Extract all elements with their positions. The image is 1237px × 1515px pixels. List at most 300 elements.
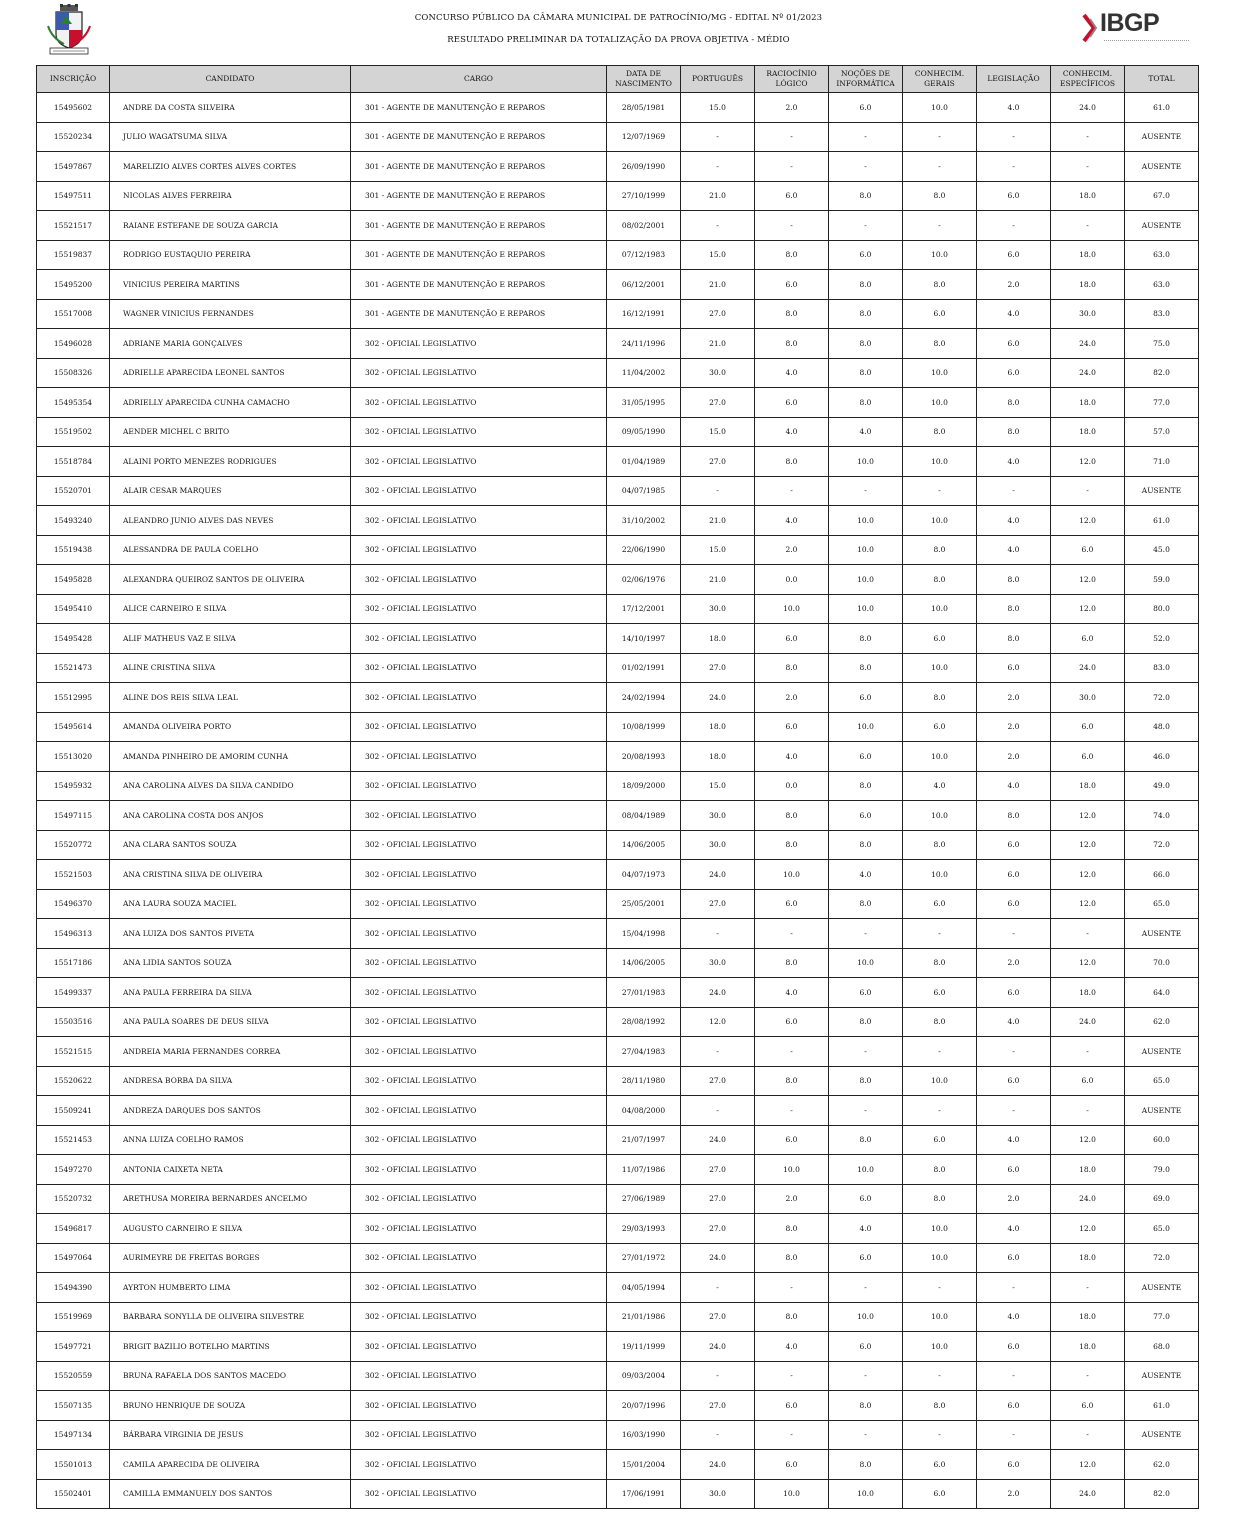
cell-raciocinio: 10.0 — [755, 860, 829, 890]
cell-gerais: 8.0 — [903, 270, 977, 300]
cell-inscricao: 15495932 — [37, 771, 110, 801]
cell-inscricao: 15518784 — [37, 447, 110, 477]
cell-inscricao: 15497511 — [37, 181, 110, 211]
cell-especificos: - — [1051, 1420, 1125, 1450]
cell-informatica: - — [829, 1361, 903, 1391]
cell-candidato: ADRIANE MARIA GONÇALVES — [110, 329, 351, 359]
table-row — [37, 1007, 1199, 1037]
cell-inscricao: 15496028 — [37, 329, 110, 359]
cell-gerais: 10.0 — [903, 594, 977, 624]
cell-cargo: 301 - AGENTE DE MANUTENÇÃO E REPAROS — [351, 152, 607, 182]
cell-inscricao: 15496370 — [37, 889, 110, 919]
cell-especificos: 12.0 — [1051, 1450, 1125, 1480]
cell-legislacao: 8.0 — [977, 594, 1051, 624]
cell-gerais: 10.0 — [903, 801, 977, 831]
cell-legislacao: 4.0 — [977, 93, 1051, 123]
cell-informatica: 8.0 — [829, 181, 903, 211]
cell-candidato: ANA CLARA SANTOS SOUZA — [110, 830, 351, 860]
cell-informatica: 10.0 — [829, 712, 903, 742]
cell-candidato: BARBARA SONYLLA DE OLIVEIRA SILVESTRE — [110, 1302, 351, 1332]
cell-total: AUSENTE — [1125, 919, 1199, 949]
cell-especificos: 30.0 — [1051, 683, 1125, 713]
cell-especificos: 18.0 — [1051, 270, 1125, 300]
cell-total: 67.0 — [1125, 181, 1199, 211]
cell-inscricao: 15509241 — [37, 1096, 110, 1126]
cell-inscricao: 15502401 — [37, 1479, 110, 1509]
cell-legislacao: 8.0 — [977, 624, 1051, 654]
cell-candidato: NICOLAS ALVES FERREIRA — [110, 181, 351, 211]
cell-especificos: 12.0 — [1051, 506, 1125, 536]
cell-informatica: 6.0 — [829, 240, 903, 270]
cell-total: 72.0 — [1125, 830, 1199, 860]
cell-raciocinio: 4.0 — [755, 417, 829, 447]
cell-cargo: 302 - OFICIAL LEGISLATIVO — [351, 742, 607, 772]
cell-especificos: 12.0 — [1051, 565, 1125, 595]
table-row — [37, 329, 1199, 359]
cell-candidato: AMANDA OLIVEIRA PORTO — [110, 712, 351, 742]
cell-inscricao: 15495200 — [37, 270, 110, 300]
cell-portugues: 24.0 — [681, 1243, 755, 1273]
cell-informatica: 6.0 — [829, 1332, 903, 1362]
cell-especificos: 24.0 — [1051, 329, 1125, 359]
cell-gerais: 10.0 — [903, 506, 977, 536]
cell-gerais: - — [903, 476, 977, 506]
cell-especificos: 24.0 — [1051, 1184, 1125, 1214]
cell-nascimento: 07/12/1983 — [607, 240, 681, 270]
cell-gerais: 8.0 — [903, 1391, 977, 1421]
cell-gerais: 10.0 — [903, 1243, 977, 1273]
cell-nascimento: 09/03/2004 — [607, 1361, 681, 1391]
cell-legislacao: 6.0 — [977, 889, 1051, 919]
cell-gerais: 10.0 — [903, 1066, 977, 1096]
cell-legislacao: 4.0 — [977, 1007, 1051, 1037]
cell-candidato: AMANDA PINHEIRO DE AMORIM CUNHA — [110, 742, 351, 772]
cell-nascimento: 24/11/1996 — [607, 329, 681, 359]
cell-total: 59.0 — [1125, 565, 1199, 595]
cell-informatica: 6.0 — [829, 1243, 903, 1273]
cell-candidato: ALINE DOS REIS SILVA LEAL — [110, 683, 351, 713]
document-title: CONCURSO PÚBLICO DA CÂMARA MUNICIPAL DE PATROCÍNIO/MG - EDITAL Nº 01/2023 — [414, 13, 823, 23]
cell-legislacao: - — [977, 1420, 1051, 1450]
cell-inscricao: 15517008 — [37, 299, 110, 329]
cell-legislacao: 8.0 — [977, 388, 1051, 418]
cell-portugues: - — [681, 919, 755, 949]
cell-gerais: - — [903, 152, 977, 182]
cell-cargo: 301 - AGENTE DE MANUTENÇÃO E REPAROS — [351, 93, 607, 123]
table-row — [37, 1125, 1199, 1155]
cell-inscricao: 15496313 — [37, 919, 110, 949]
cell-candidato: ALIF MATHEUS VAZ E SILVA — [110, 624, 351, 654]
cell-raciocinio: 6.0 — [755, 181, 829, 211]
results-table — [36, 65, 1199, 1509]
table-row — [37, 1391, 1199, 1421]
cell-candidato: ANDREIA MARIA FERNANDES CORREA — [110, 1037, 351, 1067]
cell-portugues: - — [681, 1096, 755, 1126]
cell-especificos: 12.0 — [1051, 1214, 1125, 1244]
table-row — [37, 476, 1199, 506]
cell-raciocinio: 0.0 — [755, 565, 829, 595]
cell-gerais: - — [903, 919, 977, 949]
cell-total: 49.0 — [1125, 771, 1199, 801]
table-row — [37, 240, 1199, 270]
cell-raciocinio: 6.0 — [755, 1450, 829, 1480]
ibgp-logo — [1078, 8, 1188, 48]
cell-legislacao: - — [977, 476, 1051, 506]
cell-cargo: 302 - OFICIAL LEGISLATIVO — [351, 1332, 607, 1362]
cell-candidato: AYRTON HUMBERTO LIMA — [110, 1273, 351, 1303]
cell-candidato: BRUNA RAFAELA DOS SANTOS MACEDO — [110, 1361, 351, 1391]
cell-informatica: 8.0 — [829, 830, 903, 860]
cell-nascimento: 06/12/2001 — [607, 270, 681, 300]
cell-raciocinio: 8.0 — [755, 653, 829, 683]
cell-total: 72.0 — [1125, 683, 1199, 713]
cell-legislacao: 6.0 — [977, 830, 1051, 860]
cell-cargo: 302 - OFICIAL LEGISLATIVO — [351, 771, 607, 801]
cell-raciocinio: 10.0 — [755, 1479, 829, 1509]
cell-gerais: 8.0 — [903, 1155, 977, 1185]
cell-cargo: 302 - OFICIAL LEGISLATIVO — [351, 388, 607, 418]
cell-nascimento: 14/10/1997 — [607, 624, 681, 654]
cell-informatica: 8.0 — [829, 299, 903, 329]
cell-raciocinio: 6.0 — [755, 712, 829, 742]
cell-raciocinio: 4.0 — [755, 1332, 829, 1362]
cell-total: AUSENTE — [1125, 1273, 1199, 1303]
cell-informatica: 10.0 — [829, 1479, 903, 1509]
cell-cargo: 302 - OFICIAL LEGISLATIVO — [351, 565, 607, 595]
cell-informatica: 8.0 — [829, 270, 903, 300]
cell-raciocinio: - — [755, 152, 829, 182]
cell-especificos: 24.0 — [1051, 1479, 1125, 1509]
table-row — [37, 1243, 1199, 1273]
cell-informatica: - — [829, 1037, 903, 1067]
cell-nascimento: 21/07/1997 — [607, 1125, 681, 1155]
cell-gerais: 6.0 — [903, 1450, 977, 1480]
cell-portugues: 24.0 — [681, 978, 755, 1008]
cell-gerais: 10.0 — [903, 388, 977, 418]
cell-legislacao: 6.0 — [977, 329, 1051, 359]
cell-legislacao: 8.0 — [977, 801, 1051, 831]
cell-gerais: 10.0 — [903, 1214, 977, 1244]
cell-cargo: 302 - OFICIAL LEGISLATIVO — [351, 594, 607, 624]
cell-candidato: CAMILA APARECIDA DE OLIVEIRA — [110, 1450, 351, 1480]
cell-candidato: CAMILLA EMMANUELY DOS SANTOS — [110, 1479, 351, 1509]
cell-total: 62.0 — [1125, 1450, 1199, 1480]
cell-portugues: 21.0 — [681, 270, 755, 300]
cell-cargo: 302 - OFICIAL LEGISLATIVO — [351, 329, 607, 359]
cell-cargo: 302 - OFICIAL LEGISLATIVO — [351, 535, 607, 565]
cell-informatica: 8.0 — [829, 889, 903, 919]
cell-inscricao: 15520559 — [37, 1361, 110, 1391]
cell-informatica: - — [829, 1420, 903, 1450]
cell-candidato: AUGUSTO CARNEIRO E SILVA — [110, 1214, 351, 1244]
cell-gerais: 4.0 — [903, 771, 977, 801]
column-header-nascimento: DATA DE NASCIMENTO — [607, 66, 681, 93]
cell-nascimento: 27/10/1999 — [607, 181, 681, 211]
cell-raciocinio: 8.0 — [755, 1243, 829, 1273]
cell-raciocinio: 6.0 — [755, 1391, 829, 1421]
cell-portugues: - — [681, 122, 755, 152]
cell-gerais: 6.0 — [903, 299, 977, 329]
cell-candidato: AENDER MICHEL C BRITO — [110, 417, 351, 447]
cell-especificos: 6.0 — [1051, 624, 1125, 654]
cell-portugues: - — [681, 1420, 755, 1450]
cell-especificos: 6.0 — [1051, 1066, 1125, 1096]
cell-informatica: 6.0 — [829, 1184, 903, 1214]
cell-informatica: 10.0 — [829, 447, 903, 477]
cell-candidato: ANA CRISTINA SILVA DE OLIVEIRA — [110, 860, 351, 890]
cell-especificos: - — [1051, 122, 1125, 152]
cell-total: 77.0 — [1125, 1302, 1199, 1332]
cell-inscricao: 15497721 — [37, 1332, 110, 1362]
cell-cargo: 302 - OFICIAL LEGISLATIVO — [351, 653, 607, 683]
cell-inscricao: 15507135 — [37, 1391, 110, 1421]
cell-inscricao: 15495614 — [37, 712, 110, 742]
ibgp-logo-text: IBGP — [1100, 9, 1160, 37]
cell-gerais: 10.0 — [903, 447, 977, 477]
cell-especificos: 24.0 — [1051, 93, 1125, 123]
cell-total: 61.0 — [1125, 506, 1199, 536]
cell-portugues: 18.0 — [681, 712, 755, 742]
logo-tagline — [1104, 40, 1189, 44]
cell-portugues: 15.0 — [681, 771, 755, 801]
cell-informatica: 6.0 — [829, 742, 903, 772]
cell-legislacao: 2.0 — [977, 948, 1051, 978]
cell-portugues: 27.0 — [681, 1302, 755, 1332]
cell-cargo: 302 - OFICIAL LEGISLATIVO — [351, 830, 607, 860]
cell-raciocinio: - — [755, 122, 829, 152]
cell-raciocinio: 8.0 — [755, 1302, 829, 1332]
cell-candidato: ANA PAULA FERREIRA DA SILVA — [110, 978, 351, 1008]
cell-legislacao: 4.0 — [977, 299, 1051, 329]
cell-especificos: 18.0 — [1051, 978, 1125, 1008]
cell-raciocinio: 4.0 — [755, 978, 829, 1008]
cell-candidato: BRIGIT BAZILIO BOTELHO MARTINS — [110, 1332, 351, 1362]
cell-total: 57.0 — [1125, 417, 1199, 447]
cell-informatica: 10.0 — [829, 535, 903, 565]
cell-inscricao: 15508326 — [37, 358, 110, 388]
cell-informatica: 8.0 — [829, 329, 903, 359]
cell-total: 70.0 — [1125, 948, 1199, 978]
cell-nascimento: 25/05/2001 — [607, 889, 681, 919]
cell-total: 74.0 — [1125, 801, 1199, 831]
cell-especificos: - — [1051, 1361, 1125, 1391]
cell-cargo: 302 - OFICIAL LEGISLATIVO — [351, 1361, 607, 1391]
cell-cargo: 302 - OFICIAL LEGISLATIVO — [351, 683, 607, 713]
cell-gerais: - — [903, 1361, 977, 1391]
cell-especificos: 18.0 — [1051, 771, 1125, 801]
cell-total: AUSENTE — [1125, 1361, 1199, 1391]
cell-nascimento: 28/11/1980 — [607, 1066, 681, 1096]
cell-nascimento: 10/08/1999 — [607, 712, 681, 742]
table-row — [37, 1184, 1199, 1214]
cell-candidato: ADRIELLY APARECIDA CUNHA CAMACHO — [110, 388, 351, 418]
cell-candidato: BRUNO HENRIQUE DE SOUZA — [110, 1391, 351, 1421]
cell-legislacao: 6.0 — [977, 358, 1051, 388]
cell-especificos: 24.0 — [1051, 1007, 1125, 1037]
cell-portugues: 24.0 — [681, 1450, 755, 1480]
cell-total: 52.0 — [1125, 624, 1199, 654]
cell-informatica: - — [829, 1096, 903, 1126]
cell-cargo: 301 - AGENTE DE MANUTENÇÃO E REPAROS — [351, 299, 607, 329]
cell-inscricao: 15521503 — [37, 860, 110, 890]
cell-gerais: 8.0 — [903, 1007, 977, 1037]
cell-informatica: 8.0 — [829, 1391, 903, 1421]
cell-especificos: 18.0 — [1051, 1302, 1125, 1332]
cell-raciocinio: - — [755, 1096, 829, 1126]
table-row — [37, 1273, 1199, 1303]
table-row — [37, 211, 1199, 241]
cell-portugues: 27.0 — [681, 1391, 755, 1421]
cell-raciocinio: 4.0 — [755, 506, 829, 536]
cell-nascimento: 16/03/1990 — [607, 1420, 681, 1450]
cell-raciocinio: 10.0 — [755, 594, 829, 624]
cell-inscricao: 15497867 — [37, 152, 110, 182]
cell-legislacao: 2.0 — [977, 742, 1051, 772]
cell-total: 68.0 — [1125, 1332, 1199, 1362]
cell-nascimento: 28/05/1981 — [607, 93, 681, 123]
cell-legislacao: - — [977, 1037, 1051, 1067]
cell-portugues: 24.0 — [681, 860, 755, 890]
cell-candidato: RAIANE ESTEFANE DE SOUZA GARCIA — [110, 211, 351, 241]
cell-especificos: 18.0 — [1051, 388, 1125, 418]
cell-inscricao: 15493240 — [37, 506, 110, 536]
column-header-raciocinio: RACIOCÍNIO LÓGICO — [755, 66, 829, 93]
cell-inscricao: 15495428 — [37, 624, 110, 654]
cell-gerais: 8.0 — [903, 1184, 977, 1214]
cell-inscricao: 15495602 — [37, 93, 110, 123]
cell-informatica: - — [829, 1273, 903, 1303]
cell-informatica: 10.0 — [829, 506, 903, 536]
cell-total: AUSENTE — [1125, 1096, 1199, 1126]
cell-legislacao: 6.0 — [977, 1450, 1051, 1480]
cell-cargo: 302 - OFICIAL LEGISLATIVO — [351, 1066, 607, 1096]
cell-nascimento: 04/07/1973 — [607, 860, 681, 890]
cell-nascimento: 18/09/2000 — [607, 771, 681, 801]
cell-legislacao: 4.0 — [977, 1302, 1051, 1332]
cell-total: 72.0 — [1125, 1243, 1199, 1273]
cell-cargo: 302 - OFICIAL LEGISLATIVO — [351, 1420, 607, 1450]
cell-total: AUSENTE — [1125, 152, 1199, 182]
cell-raciocinio: 0.0 — [755, 771, 829, 801]
cell-gerais: - — [903, 211, 977, 241]
cell-raciocinio: 8.0 — [755, 1214, 829, 1244]
cell-especificos: 12.0 — [1051, 889, 1125, 919]
cell-portugues: 21.0 — [681, 506, 755, 536]
cell-especificos: 12.0 — [1051, 594, 1125, 624]
cell-raciocinio: 8.0 — [755, 299, 829, 329]
table-header-row — [37, 66, 1199, 93]
cell-total: 79.0 — [1125, 1155, 1199, 1185]
table-row — [37, 417, 1199, 447]
cell-portugues: - — [681, 211, 755, 241]
cell-especificos: 12.0 — [1051, 801, 1125, 831]
cell-inscricao: 15520701 — [37, 476, 110, 506]
table-row — [37, 1361, 1199, 1391]
cell-raciocinio: 8.0 — [755, 948, 829, 978]
cell-legislacao: 4.0 — [977, 535, 1051, 565]
cell-portugues: 27.0 — [681, 388, 755, 418]
cell-nascimento: 26/09/1990 — [607, 152, 681, 182]
cell-informatica: 6.0 — [829, 683, 903, 713]
table-row — [37, 978, 1199, 1008]
cell-inscricao: 15520622 — [37, 1066, 110, 1096]
column-header-informatica: NOÇÕES DE INFORMÁTICA — [829, 66, 903, 93]
cell-raciocinio: 6.0 — [755, 270, 829, 300]
cell-raciocinio: 8.0 — [755, 830, 829, 860]
cell-portugues: 15.0 — [681, 240, 755, 270]
cell-raciocinio: 6.0 — [755, 1125, 829, 1155]
cell-portugues: - — [681, 1361, 755, 1391]
table-row — [37, 830, 1199, 860]
cell-candidato: ANA CAROLINA ALVES DA SILVA CANDIDO — [110, 771, 351, 801]
cell-gerais: 10.0 — [903, 742, 977, 772]
cell-nascimento: 14/06/2005 — [607, 830, 681, 860]
cell-total: 61.0 — [1125, 1391, 1199, 1421]
cell-inscricao: 15495828 — [37, 565, 110, 595]
cell-nascimento: 01/04/1989 — [607, 447, 681, 477]
cell-cargo: 302 - OFICIAL LEGISLATIVO — [351, 1450, 607, 1480]
cell-candidato: JULIO WAGATSUMA SILVA — [110, 122, 351, 152]
cell-especificos: 18.0 — [1051, 1155, 1125, 1185]
cell-especificos: 30.0 — [1051, 299, 1125, 329]
cell-nascimento: 11/07/1986 — [607, 1155, 681, 1185]
cell-nascimento: 17/06/1991 — [607, 1479, 681, 1509]
table-row — [37, 1214, 1199, 1244]
cell-especificos: 24.0 — [1051, 653, 1125, 683]
cell-candidato: ALINE CRISTINA SILVA — [110, 653, 351, 683]
cell-raciocinio: - — [755, 1273, 829, 1303]
cell-informatica: 8.0 — [829, 1450, 903, 1480]
cell-nascimento: 08/04/1989 — [607, 801, 681, 831]
cell-gerais: - — [903, 1037, 977, 1067]
cell-portugues: 24.0 — [681, 683, 755, 713]
cell-nascimento: 17/12/2001 — [607, 594, 681, 624]
cell-total: 83.0 — [1125, 653, 1199, 683]
cell-portugues: 27.0 — [681, 1155, 755, 1185]
cell-total: 71.0 — [1125, 447, 1199, 477]
cell-informatica: 10.0 — [829, 594, 903, 624]
cell-legislacao: 6.0 — [977, 240, 1051, 270]
cell-cargo: 302 - OFICIAL LEGISLATIVO — [351, 417, 607, 447]
cell-cargo: 302 - OFICIAL LEGISLATIVO — [351, 624, 607, 654]
cell-cargo: 302 - OFICIAL LEGISLATIVO — [351, 860, 607, 890]
cell-portugues: 15.0 — [681, 93, 755, 123]
cell-cargo: 302 - OFICIAL LEGISLATIVO — [351, 1037, 607, 1067]
cell-especificos: - — [1051, 476, 1125, 506]
table-row — [37, 1302, 1199, 1332]
column-header-especificos: CONHECIM. ESPECÍFICOS — [1051, 66, 1125, 93]
cell-especificos: - — [1051, 1273, 1125, 1303]
cell-nascimento: 04/07/1985 — [607, 476, 681, 506]
cell-portugues: 27.0 — [681, 1214, 755, 1244]
cell-inscricao: 15494390 — [37, 1273, 110, 1303]
cell-legislacao: - — [977, 1273, 1051, 1303]
cell-portugues: - — [681, 152, 755, 182]
cell-portugues: 27.0 — [681, 889, 755, 919]
cell-raciocinio: - — [755, 1037, 829, 1067]
cell-especificos: 6.0 — [1051, 1391, 1125, 1421]
cell-raciocinio: 10.0 — [755, 1155, 829, 1185]
cell-especificos: 18.0 — [1051, 240, 1125, 270]
cell-inscricao: 15517186 — [37, 948, 110, 978]
cell-informatica: 4.0 — [829, 417, 903, 447]
cell-total: 46.0 — [1125, 742, 1199, 772]
cell-legislacao: 6.0 — [977, 860, 1051, 890]
table-row — [37, 1479, 1199, 1509]
cell-inscricao: 15519502 — [37, 417, 110, 447]
cell-gerais: 6.0 — [903, 1479, 977, 1509]
cell-informatica: - — [829, 152, 903, 182]
